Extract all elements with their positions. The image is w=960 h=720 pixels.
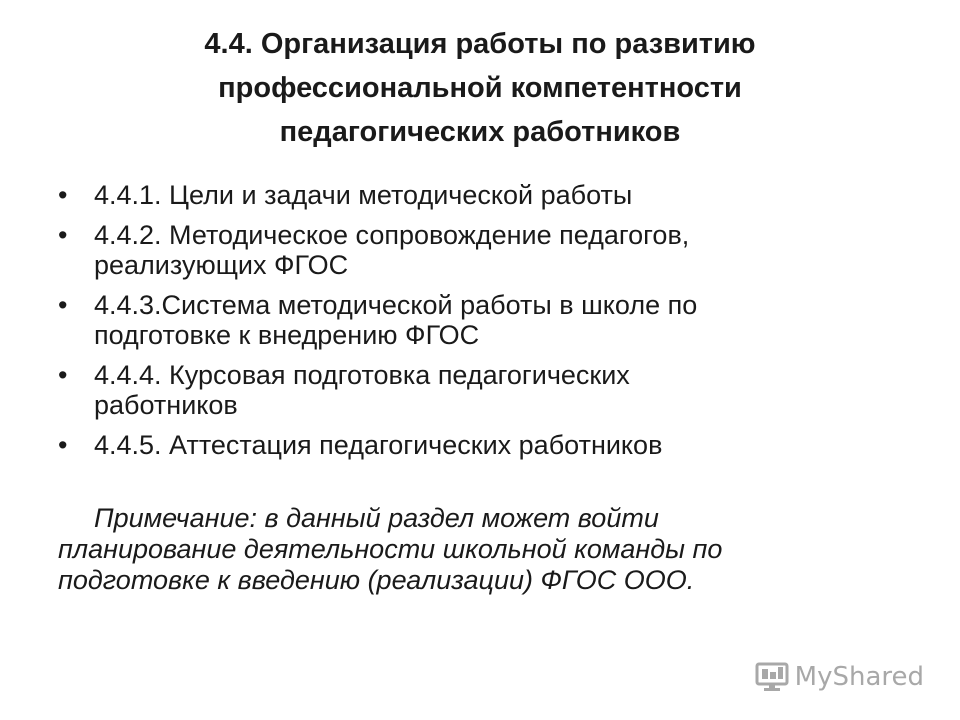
note-line: планирование деятельности школьной команды по (58, 534, 723, 564)
bullet-icon: • (58, 360, 68, 390)
bullet-icon: • (58, 290, 68, 320)
bullet-icon: • (58, 220, 68, 250)
title-line: педагогических работников (279, 116, 681, 148)
note-line: Примечание: в данный раздел может войти (94, 503, 659, 533)
note-paragraph (58, 503, 908, 596)
bullet-icon: • (58, 430, 68, 460)
bullet-icon: • (58, 180, 68, 210)
slide-title (80, 22, 880, 154)
list-item (58, 290, 918, 350)
list-item-text: подготовке к внедрению ФГОС (94, 320, 480, 350)
list-item (58, 180, 918, 210)
list-item-text: 4.4.5. Аттестация педагогических работников (94, 430, 663, 460)
list-item-text: реализующих ФГОС (94, 250, 349, 280)
title-line: профессиональной компетентности (218, 72, 742, 104)
bullet-list (58, 180, 918, 470)
title-line: 4.4. Организация работы по развитию (204, 28, 756, 60)
watermark-text: MyShared (794, 662, 924, 692)
list-item (58, 220, 918, 280)
list-item-text: 4.4.1. Цели и задачи методической работы (94, 180, 633, 210)
monitor-icon (755, 662, 789, 692)
list-item-text: работников (94, 390, 238, 420)
list-item (58, 430, 918, 460)
list-item-text: 4.4.3.Система методической работы в школе по (94, 290, 698, 320)
list-item-text: 4.4.4. Курсовая подготовка педагогических (94, 360, 630, 390)
note-line: подготовке к введению (реализации) ФГОС ООО. (58, 565, 695, 595)
list-item-text: 4.4.2. Методическое сопровождение педагогов, (94, 220, 690, 250)
watermark (755, 662, 924, 692)
list-item (58, 360, 918, 420)
